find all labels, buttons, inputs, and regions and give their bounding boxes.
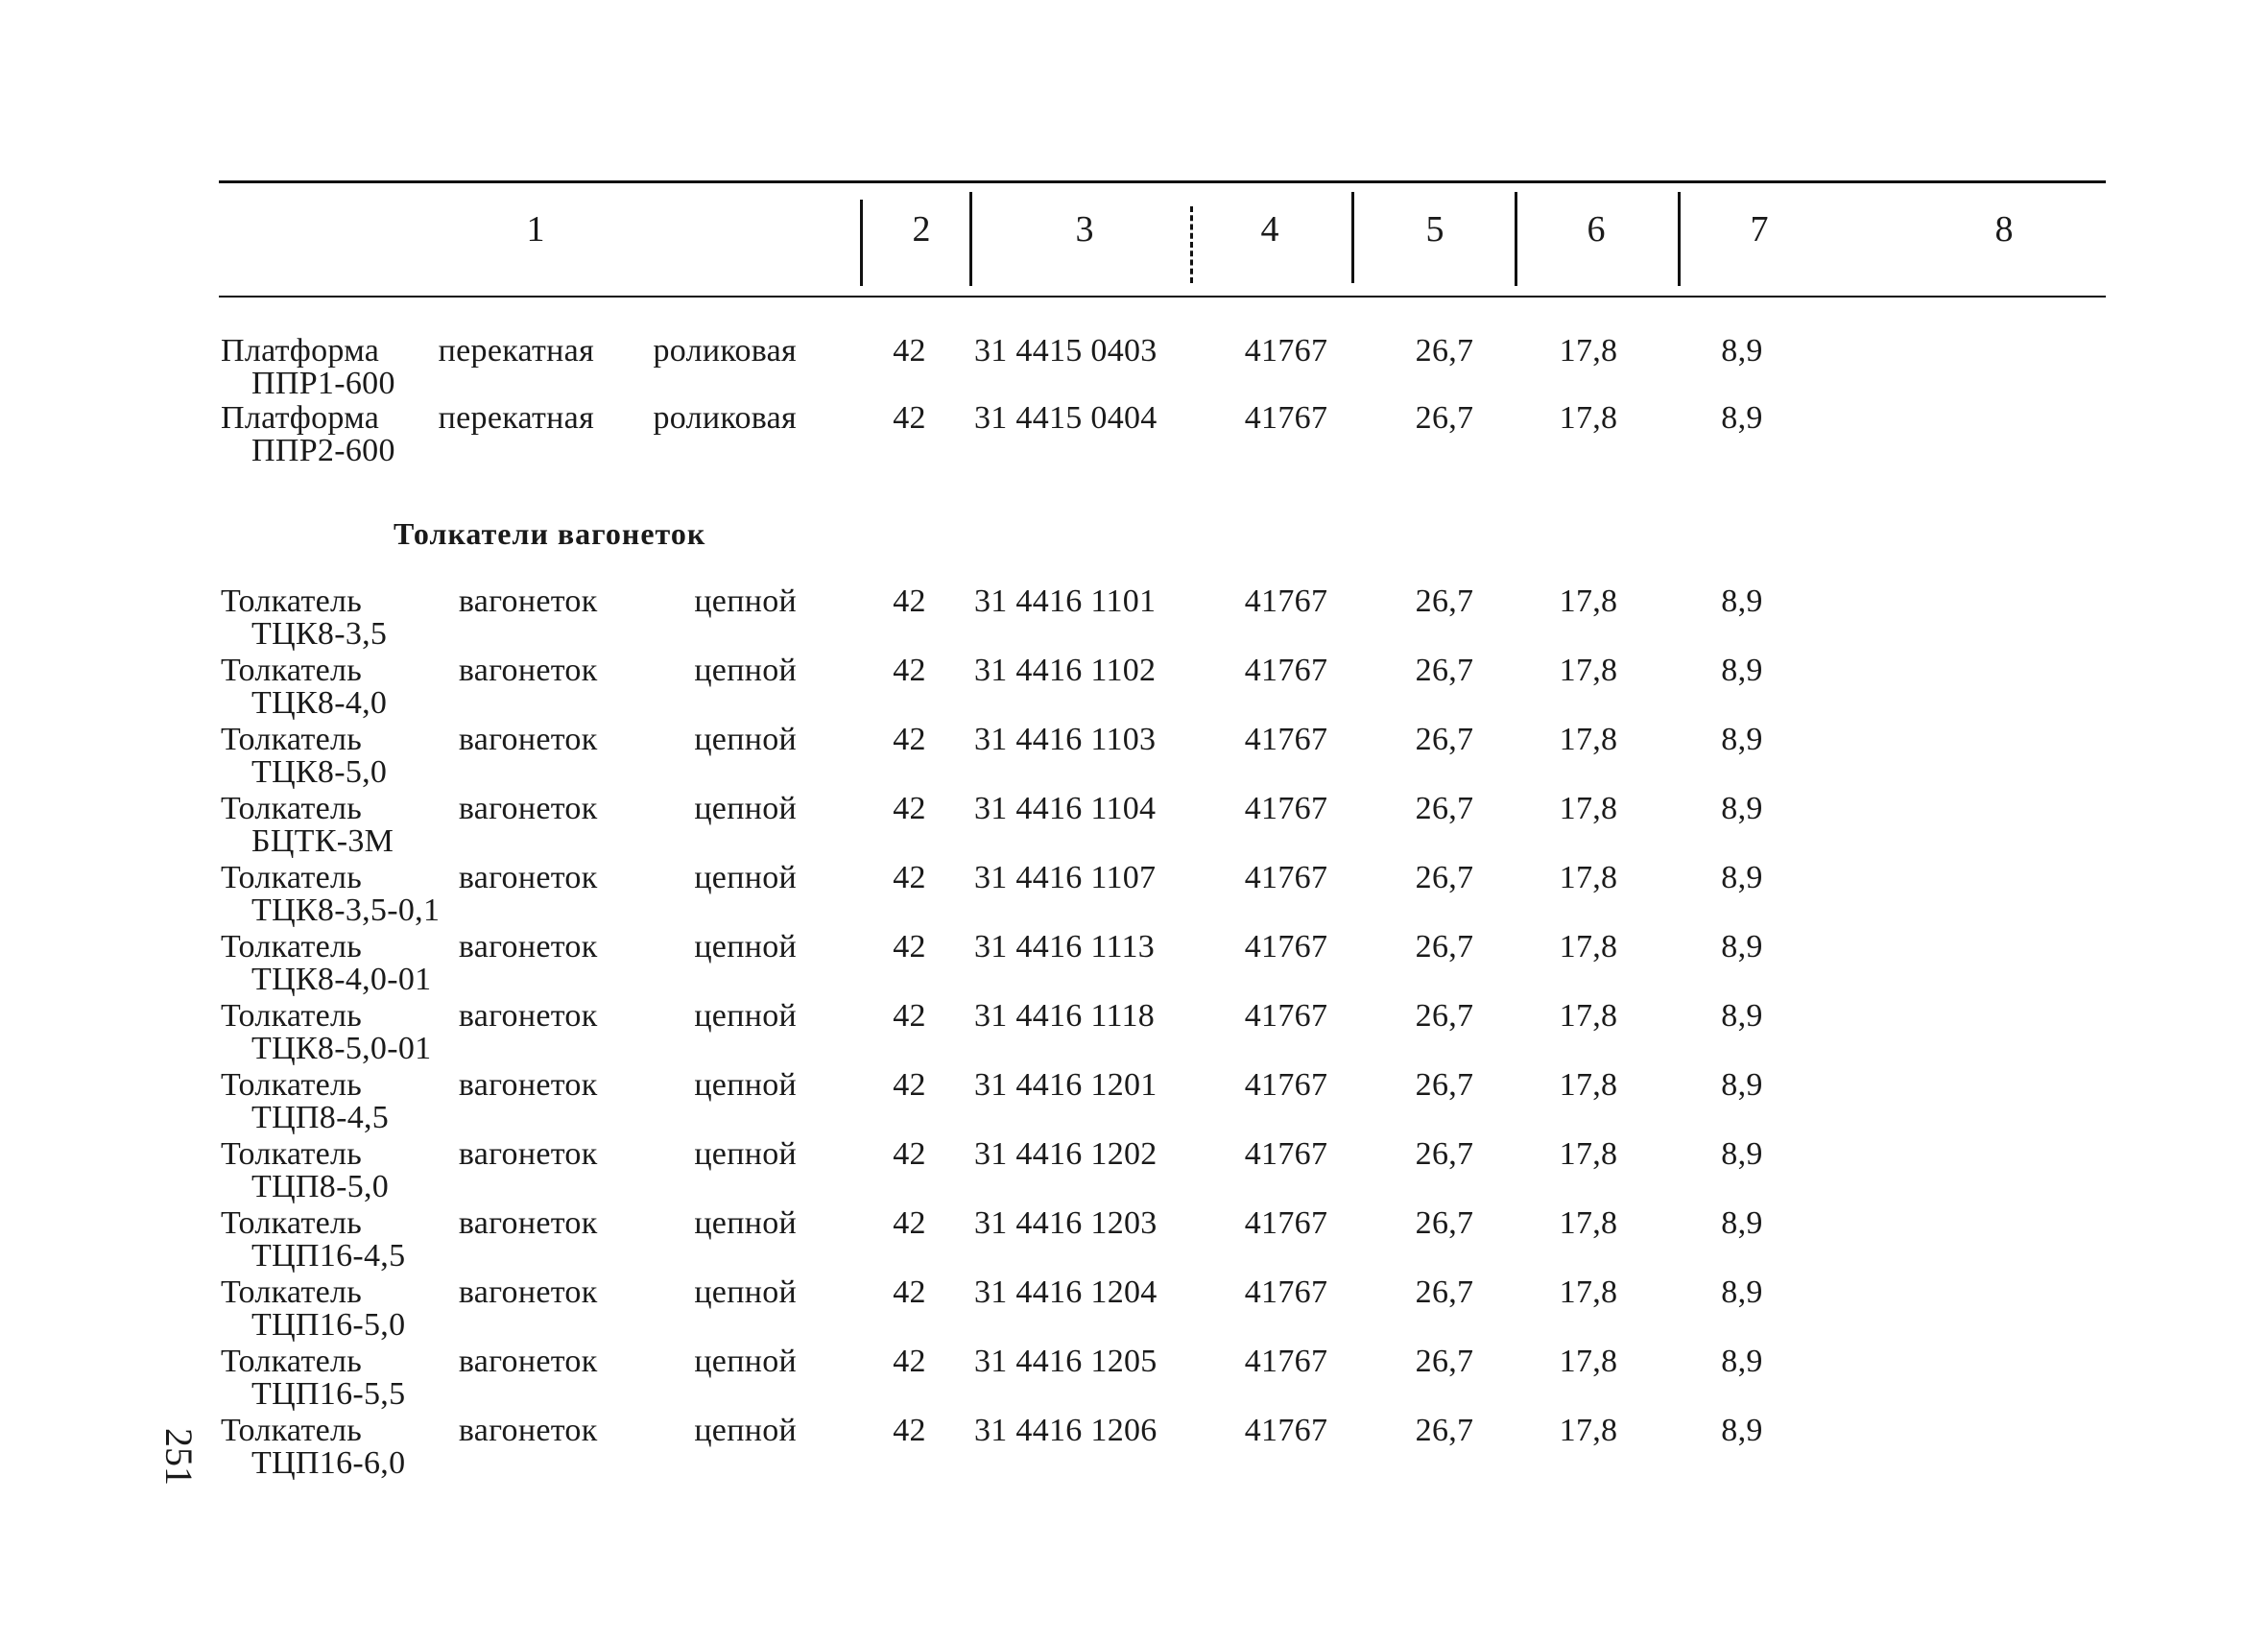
cell-col3: 31 4416 1206 <box>974 1413 1158 1448</box>
item-name: Толкатель вагонеток цепной <box>221 1067 797 1103</box>
item-model: ТЦК8-3,5 <box>251 616 388 652</box>
item-name: Толкатель вагонеток цепной <box>221 1205 797 1241</box>
item-model: ТЦК8-4,0 <box>251 685 388 721</box>
cell-col4: 41767 <box>1244 400 1328 436</box>
cell-col5: 26,7 <box>1415 1067 1474 1103</box>
cell-col2: 42 <box>893 722 926 757</box>
cell-col3: 31 4416 1102 <box>974 653 1157 688</box>
column-header: 8 <box>1994 209 2014 250</box>
item-name: Толкатель вагонеток цепной <box>221 1413 797 1448</box>
page-number: 251 <box>157 1428 201 1486</box>
cell-col6: 17,8 <box>1559 998 1618 1034</box>
cell-col6: 17,8 <box>1559 653 1618 688</box>
table-top-rule <box>219 180 2106 183</box>
cell-col3: 31 4416 1103 <box>974 722 1157 757</box>
section-title: Толкатели вагонеток <box>394 516 706 551</box>
item-model: ППР1-600 <box>251 366 395 401</box>
column-header: 7 <box>1750 209 1769 250</box>
column-header: 6 <box>1587 209 1606 250</box>
cell-col4: 41767 <box>1244 998 1328 1034</box>
column-header: 4 <box>1260 209 1279 250</box>
cell-col6: 17,8 <box>1559 860 1618 895</box>
cell-col6: 17,8 <box>1559 1067 1618 1103</box>
cell-col4: 41767 <box>1244 860 1328 895</box>
item-model: ТЦП16-5,5 <box>251 1376 406 1412</box>
cell-col2: 42 <box>893 791 926 826</box>
item-model: ТЦК8-3,5-0,1 <box>251 893 441 928</box>
cell-col3: 31 4416 1202 <box>974 1136 1158 1172</box>
cell-col6: 17,8 <box>1559 1274 1618 1310</box>
cell-col3: 31 4416 1205 <box>974 1344 1158 1379</box>
cell-col4: 41767 <box>1244 929 1328 964</box>
item-name: Толкатель вагонеток цепной <box>221 722 797 757</box>
cell-col5: 26,7 <box>1415 1136 1474 1172</box>
cell-col7: 8,9 <box>1721 722 1763 757</box>
cell-col7: 8,9 <box>1721 1274 1763 1310</box>
column-separator <box>1190 206 1193 283</box>
cell-col2: 42 <box>893 653 926 688</box>
cell-col5: 26,7 <box>1415 722 1474 757</box>
cell-col4: 41767 <box>1244 583 1328 619</box>
cell-col5: 26,7 <box>1415 929 1474 964</box>
cell-col2: 42 <box>893 1344 926 1379</box>
cell-col2: 42 <box>893 583 926 619</box>
cell-col3: 31 4416 1204 <box>974 1274 1158 1310</box>
item-name: Платформа перекатная роликовая <box>221 400 797 436</box>
cell-col3: 31 4416 1118 <box>974 998 1156 1034</box>
cell-col5: 26,7 <box>1415 583 1474 619</box>
cell-col3: 31 4416 1203 <box>974 1205 1158 1241</box>
cell-col6: 17,8 <box>1559 1344 1618 1379</box>
item-model: ТЦП16-4,5 <box>251 1238 406 1274</box>
cell-col3: 31 4416 1113 <box>974 929 1156 964</box>
column-header: 1 <box>526 209 545 250</box>
cell-col7: 8,9 <box>1721 860 1763 895</box>
cell-col2: 42 <box>893 1205 926 1241</box>
cell-col5: 26,7 <box>1415 1274 1474 1310</box>
cell-col4: 41767 <box>1244 1205 1328 1241</box>
item-name: Толкатель вагонеток цепной <box>221 791 797 826</box>
cell-col7: 8,9 <box>1721 653 1763 688</box>
cell-col2: 42 <box>893 929 926 964</box>
cell-col7: 8,9 <box>1721 929 1763 964</box>
cell-col5: 26,7 <box>1415 1205 1474 1241</box>
cell-col6: 17,8 <box>1559 1413 1618 1448</box>
cell-col2: 42 <box>893 1413 926 1448</box>
item-name: Платформа перекатная роликовая <box>221 333 797 369</box>
cell-col6: 17,8 <box>1559 583 1618 619</box>
column-separator <box>1351 192 1354 283</box>
cell-col4: 41767 <box>1244 722 1328 757</box>
item-model: ТЦК8-4,0-01 <box>251 962 432 997</box>
cell-col5: 26,7 <box>1415 998 1474 1034</box>
cell-col5: 26,7 <box>1415 791 1474 826</box>
column-separator <box>1515 192 1517 286</box>
cell-col7: 8,9 <box>1721 1067 1763 1103</box>
column-header: 3 <box>1075 209 1094 250</box>
cell-col7: 8,9 <box>1721 1413 1763 1448</box>
cell-col2: 42 <box>893 400 926 436</box>
cell-col2: 42 <box>893 1274 926 1310</box>
cell-col7: 8,9 <box>1721 333 1763 369</box>
item-name: Толкатель вагонеток цепной <box>221 653 797 688</box>
item-name: Толкатель вагонеток цепной <box>221 583 797 619</box>
cell-col5: 26,7 <box>1415 400 1474 436</box>
cell-col5: 26,7 <box>1415 653 1474 688</box>
cell-col3: 31 4416 1101 <box>974 583 1157 619</box>
cell-col3: 31 4416 1104 <box>974 791 1157 826</box>
cell-col5: 26,7 <box>1415 1413 1474 1448</box>
item-model: ТЦП16-5,0 <box>251 1307 406 1343</box>
cell-col5: 26,7 <box>1415 860 1474 895</box>
cell-col7: 8,9 <box>1721 1136 1763 1172</box>
item-model: ТЦП16-6,0 <box>251 1445 406 1481</box>
cell-col6: 17,8 <box>1559 929 1618 964</box>
cell-col6: 17,8 <box>1559 722 1618 757</box>
cell-col2: 42 <box>893 1136 926 1172</box>
item-name: Толкатель вагонеток цепной <box>221 1136 797 1172</box>
item-name: Толкатель вагонеток цепной <box>221 860 797 895</box>
item-model: ТЦК8-5,0-01 <box>251 1031 432 1066</box>
cell-col6: 17,8 <box>1559 333 1618 369</box>
item-name: Толкатель вагонеток цепной <box>221 1344 797 1379</box>
cell-col6: 17,8 <box>1559 791 1618 826</box>
item-model: ТЦК8-5,0 <box>251 754 388 790</box>
cell-col7: 8,9 <box>1721 400 1763 436</box>
column-separator <box>969 192 972 286</box>
cell-col7: 8,9 <box>1721 1344 1763 1379</box>
cell-col2: 42 <box>893 860 926 895</box>
cell-col4: 41767 <box>1244 333 1328 369</box>
item-model: БЦТК-3М <box>251 823 394 859</box>
column-header: 2 <box>912 209 931 250</box>
cell-col2: 42 <box>893 1067 926 1103</box>
cell-col6: 17,8 <box>1559 1136 1618 1172</box>
item-model: ППР2-600 <box>251 433 395 468</box>
cell-col5: 26,7 <box>1415 1344 1474 1379</box>
cell-col3: 31 4416 1201 <box>974 1067 1158 1103</box>
cell-col7: 8,9 <box>1721 583 1763 619</box>
cell-col4: 41767 <box>1244 1067 1328 1103</box>
item-name: Толкатель вагонеток цепной <box>221 929 797 964</box>
cell-col4: 41767 <box>1244 1413 1328 1448</box>
item-model: ТЦП8-4,5 <box>251 1100 390 1135</box>
cell-col4: 41767 <box>1244 791 1328 826</box>
item-name: Толкатель вагонеток цепной <box>221 1274 797 1310</box>
cell-col7: 8,9 <box>1721 791 1763 826</box>
cell-col4: 41767 <box>1244 1136 1328 1172</box>
cell-col2: 42 <box>893 333 926 369</box>
column-separator <box>860 200 863 286</box>
cell-col4: 41767 <box>1244 1274 1328 1310</box>
cell-col4: 41767 <box>1244 653 1328 688</box>
cell-col5: 26,7 <box>1415 333 1474 369</box>
cell-col3: 31 4415 0404 <box>974 400 1158 436</box>
cell-col3: 31 4416 1107 <box>974 860 1157 895</box>
column-separator <box>1678 192 1681 286</box>
cell-col6: 17,8 <box>1559 400 1618 436</box>
cell-col4: 41767 <box>1244 1344 1328 1379</box>
cell-col7: 8,9 <box>1721 998 1763 1034</box>
header-bottom-rule <box>219 296 2106 298</box>
item-name: Толкатель вагонеток цепной <box>221 998 797 1034</box>
item-model: ТЦП8-5,0 <box>251 1169 390 1204</box>
cell-col6: 17,8 <box>1559 1205 1618 1241</box>
cell-col7: 8,9 <box>1721 1205 1763 1241</box>
cell-col3: 31 4415 0403 <box>974 333 1158 369</box>
column-header: 5 <box>1425 209 1444 250</box>
cell-col2: 42 <box>893 998 926 1034</box>
